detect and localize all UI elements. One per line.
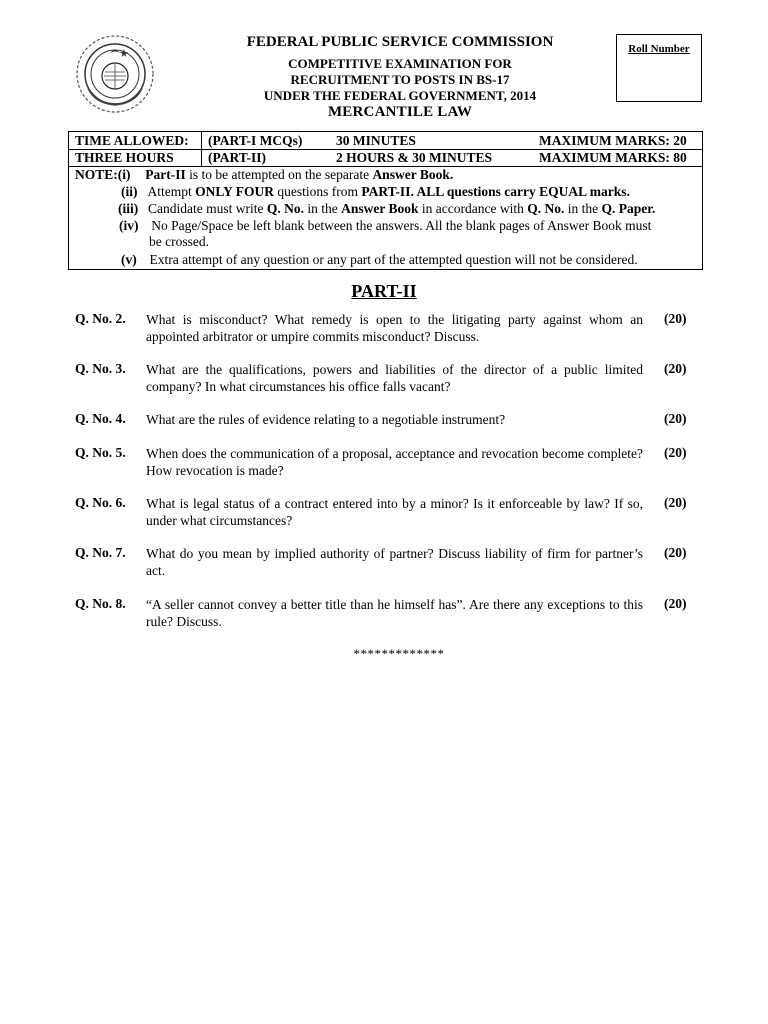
note-5 xyxy=(121,252,638,268)
fpsc-emblem-logo xyxy=(74,33,156,115)
note-3 xyxy=(118,201,655,217)
part2-label: (PART-II) xyxy=(208,150,267,165)
part1-time: 30 MINUTES xyxy=(336,133,416,148)
commission-title: FEDERAL PUBLIC SERVICE COMMISSION xyxy=(246,34,554,50)
question-marks: (20) xyxy=(664,545,687,560)
question-text: What do you mean by implied authority of partner? Discuss liability of firm for partner’s act. xyxy=(146,546,643,578)
question-number: Q. No. 2. xyxy=(75,311,126,326)
note-5-text: Extra attempt of any question or any part of the attempted question will not be considered. xyxy=(149,252,638,267)
part1-label: (PART-I MCQs) xyxy=(208,133,303,148)
note-4 xyxy=(119,218,651,234)
time-allowed-label: TIME ALLOWED: xyxy=(75,133,189,148)
note-3-qno: Q. No. xyxy=(266,201,304,216)
question-text: “A seller cannot convey a better title than he himself has”. Are there any exceptions to this rule? Discuss. xyxy=(146,597,643,629)
note-2-text-c: questions from xyxy=(274,184,362,199)
note-4-line-2: be crossed. xyxy=(149,234,209,249)
end-of-paper-marker: ************* xyxy=(353,646,445,661)
note-3-qno-2: Q. No. xyxy=(527,201,565,216)
question-number: Q. No. 6. xyxy=(75,495,126,510)
note-3-text-a: Candidate must write xyxy=(148,201,267,216)
question-marks: (20) xyxy=(664,411,687,426)
note-3-answer-book: Answer Book xyxy=(341,201,419,216)
note-3-text-g: in the xyxy=(564,201,602,216)
question-number: Q. No. 7. xyxy=(75,545,126,560)
note-4-line-1: No Page/Space be left blank between the answers. All the blank pages of Answer Book must xyxy=(151,218,652,233)
note-2-part-ii: PART-II. ALL questions carry EQUAL marks. xyxy=(361,184,630,199)
question-marks: (20) xyxy=(664,311,687,326)
question-text: What is legal status of a contract entered into by a minor? Is it enforceable by law? If so, under what circumstances? xyxy=(146,496,643,528)
question-marks: (20) xyxy=(664,361,687,376)
note-3-text-e: in accordance with xyxy=(418,201,528,216)
note-4-label: (iv) xyxy=(119,218,139,233)
question-number: Q. No. 5. xyxy=(75,445,126,460)
question-text: When does the communication of a proposal, acceptance and revocation become complete? How revocation is made? xyxy=(146,446,643,478)
three-hours-label: THREE HOURS xyxy=(75,150,174,165)
note-1 xyxy=(75,167,453,183)
part2-time: 2 HOURS & 30 MINUTES xyxy=(336,150,493,165)
instructions-table xyxy=(68,131,703,270)
question-number: Q. No. 4. xyxy=(75,411,126,426)
note-3-text-c: in the xyxy=(303,201,342,216)
note-2-label: (ii) xyxy=(121,184,138,199)
question-text: What are the rules of evidence relating to a negotiable instrument? xyxy=(146,412,506,427)
question-number: Q. No. 8. xyxy=(75,596,126,611)
exam-title-line-3: UNDER THE FEDERAL GOVERNMENT, 2014 xyxy=(263,88,537,103)
question-marks: (20) xyxy=(664,445,687,460)
note-3-label: (iii) xyxy=(118,201,139,216)
question-text: What is misconduct? What remedy is open to the litigating party against whom an appointed arbitrator or umpire commits misconduct? Discuss. xyxy=(146,312,643,344)
note-1-label: NOTE:(i) xyxy=(75,167,131,182)
note-1-answer-book: Answer Book. xyxy=(372,167,454,182)
note-5-label: (v) xyxy=(121,252,137,267)
note-2-text-a: Attempt xyxy=(147,184,196,199)
note-3-q-paper: Q. Paper. xyxy=(601,201,656,216)
question-number: Q. No. 3. xyxy=(75,361,126,376)
question-marks: (20) xyxy=(664,495,687,510)
roll-number-label: Roll Number xyxy=(628,43,690,55)
exam-title-line-1: COMPETITIVE EXAMINATION FOR xyxy=(288,56,512,71)
note-1-text: is to be attempted on the separate xyxy=(185,167,373,182)
roll-number-box[interactable] xyxy=(616,34,702,102)
question-marks: (20) xyxy=(664,596,687,611)
note-1-part: Part-II xyxy=(145,167,186,182)
exam-title-line-2: RECRUITMENT TO POSTS IN BS-17 xyxy=(290,72,510,87)
part-ii-heading: PART-II xyxy=(351,281,417,301)
subject-title: MERCANTILE LAW xyxy=(327,104,473,120)
note-2 xyxy=(121,184,630,200)
part2-max-marks: MAXIMUM MARKS: 80 xyxy=(539,150,687,165)
question-text: What are the qualifications, powers and liabilities of the director of a public limited company? In what circumstances his office falls vacant? xyxy=(146,362,643,394)
note-2-only-four: ONLY FOUR xyxy=(195,184,275,199)
part1-max-marks: MAXIMUM MARKS: 20 xyxy=(539,133,687,148)
